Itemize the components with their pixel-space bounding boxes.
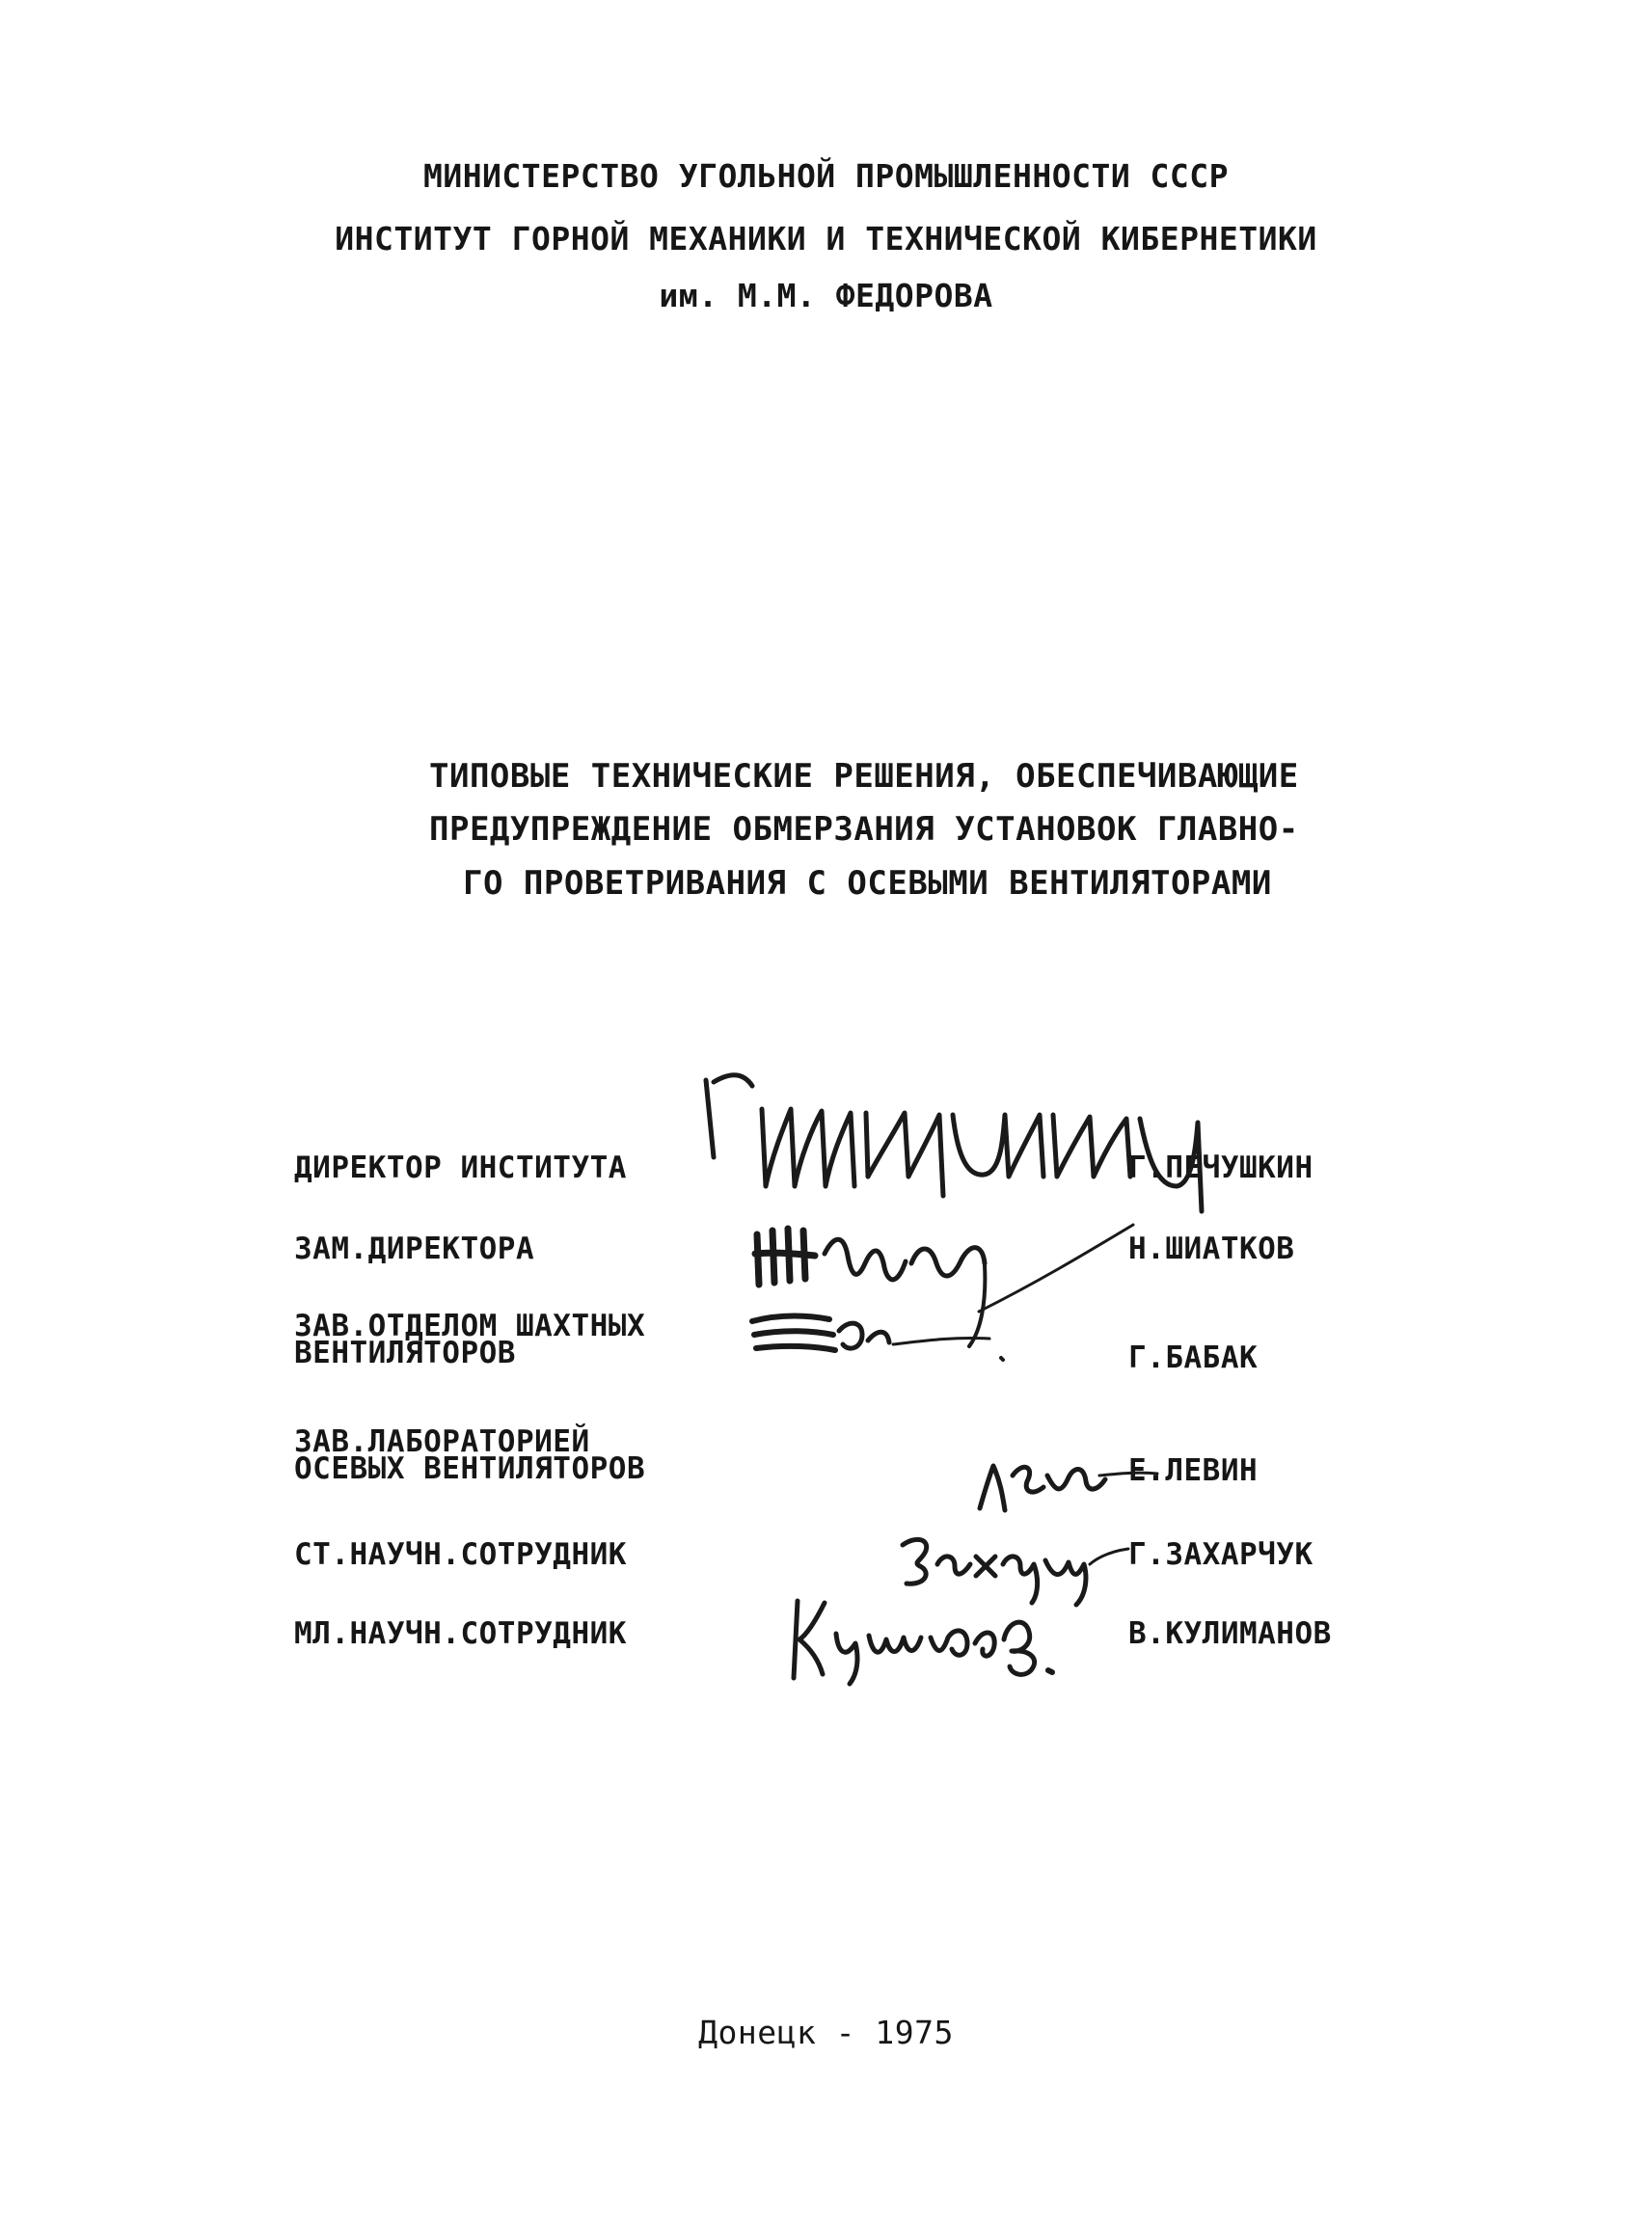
name-head-laboratory: Е.ЛЕВИН xyxy=(1128,1453,1259,1488)
ministry-heading: МИНИСТЕРСТВО УГОЛЬНОЙ ПРОМЫШЛЕННОСТИ СССР xyxy=(422,157,1230,195)
signature-levin xyxy=(974,1427,1167,1514)
institute-heading: ИНСТИТУТ ГОРНОЙ МЕХАНИКИ И ТЕХНИЧЕСКОЙ КИБЕРНЕТИКИ xyxy=(335,220,1317,257)
document-title-line-3: ГО ПРОВЕТРИВАНИЯ С ОСЕВЫМИ ВЕНТИЛЯТОРАМИ xyxy=(463,864,1272,903)
signature-babak xyxy=(743,1302,1013,1369)
place-and-year: Донецк - 1975 xyxy=(698,2014,954,2051)
name-senior-researcher: Г.ЗАХАРЧУК xyxy=(1128,1537,1313,1572)
name-director: Г.ПЕЧУШКИН xyxy=(1128,1151,1313,1185)
name-deputy-director: Н.ШИАТКОВ xyxy=(1128,1232,1295,1266)
position-head-laboratory-line-1: ЗАВ.ЛАБОРАТОРИЕЙ xyxy=(294,1424,590,1459)
position-deputy-director: ЗАМ.ДИРЕКТОРА xyxy=(294,1232,535,1266)
document-title-line-1: ТИПОВЫЕ ТЕХНИЧЕСКИЕ РЕШЕНИЯ, ОБЕСПЕЧИВАЮЩИЕ xyxy=(429,757,1299,796)
named-after-heading: им. М.М. ФЕДОРОВА xyxy=(659,277,993,314)
document-title-line-2: ПРЕДУПРЕЖДЕНИЕ ОБМЕРЗАНИЯ УСТАНОВОК ГЛАВНО- xyxy=(429,810,1299,849)
name-head-department: Г.БАБАК xyxy=(1128,1341,1259,1375)
signature-pechushkin xyxy=(694,1042,1215,1215)
position-senior-researcher: СТ.НАУЧН.СОТРУДНИК xyxy=(294,1537,627,1572)
position-head-laboratory-line-2: ОСЕВЫХ ВЕНТИЛЯТОРОВ xyxy=(294,1451,646,1486)
signature-kulimanov xyxy=(776,1582,1095,1688)
position-director: ДИРЕКТОР ИНСТИТУТА xyxy=(294,1151,627,1185)
position-head-department-line-1: ЗАВ.ОТДЕЛОМ ШАХТНЫХ xyxy=(294,1309,646,1343)
position-head-department-line-2: ВЕНТИЛЯТОРОВ xyxy=(294,1336,516,1370)
position-junior-researcher: МЛ.НАУЧН.СОТРУДНИК xyxy=(294,1616,627,1651)
name-junior-researcher: В.КУЛИМАНОВ xyxy=(1128,1616,1332,1651)
